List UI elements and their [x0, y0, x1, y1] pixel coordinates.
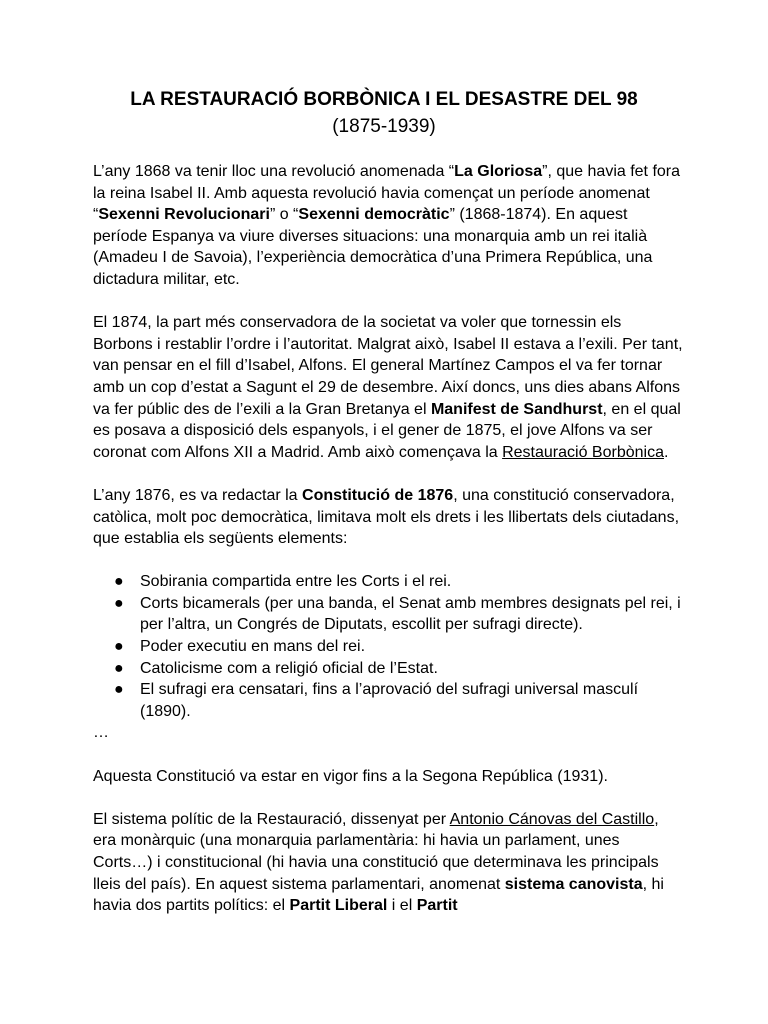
underlined-term: Restauració Borbònica [502, 443, 664, 461]
bold-term: La Gloriosa [454, 163, 543, 180]
text-run: L’any 1868 va tenir lloc una revolució anomenada “ [93, 163, 455, 180]
text-run: L’any 1876, es va redactar la [93, 486, 303, 504]
bullet-icon: ● [114, 594, 124, 612]
document-body [93, 161, 683, 938]
text-run: , hi havia dos partits polítics: el [93, 875, 664, 915]
bullet-icon: ● [114, 573, 124, 591]
paragraph-la-gloriosa [93, 161, 683, 291]
text-run: ” (1868-1874). En aquest període Espanya va viure diverses situacions: una monarquia amb un rei italià (Amadeu I de Savoia), l’experiència democràtica d’una Primera República, una dictadura militar, etc. [93, 206, 653, 288]
text-run: . [663, 443, 669, 461]
paragraph-1874 [93, 312, 683, 463]
bold-term: Manifest de Sandhurst [430, 400, 603, 418]
list-item-text: Corts bicamerals (per una banda, el Senat amb membres designats pel rei, i per l’altra, un Congrés de Diputats, escollit per sufragi directe). [140, 594, 681, 634]
paragraph-vigencia: Aquesta Constitució va estar en vigor fins a la Segona República (1931). [93, 767, 608, 785]
bold-term: Constitució de 1876 [302, 486, 454, 504]
text-run: El 1874, la part més conservadora de la societat va voler que tornessin els Borbons i restablir l’ordre i l’autoritat. Malgrat això, Isabel II estava a l’exili. Per tant, van pensar en el fill d’Isabel, Alfons. El general Martínez Campos el va fer tornar amb un cop d’estat a Sagunt el 29 de desembre. Així doncs, uns dies abans Alfons va fer públic des de l’exili a la Gran Bretanya el [93, 314, 683, 418]
bold-term: Sexenni democràtic [298, 206, 450, 224]
list-item [114, 571, 683, 593]
bold-term: Sexenni Revolucionari [98, 206, 270, 224]
bullet-icon: ● [114, 659, 124, 677]
text-run: ” o “ [269, 206, 299, 224]
bullet-icon: ● [114, 681, 124, 699]
text-run: , una constitució conservadora, catòlica, molt poc democràtica, limitava molt els drets i les llibertats dels ciutadans, que establia els següents elements: [93, 486, 680, 548]
list-item [114, 593, 683, 636]
list-item-text: El sufragi era censatari, fins a l’aprovació del sufragi universal masculí (1890). [140, 681, 639, 720]
text-run: , en el qual es posava a disposició dels espanyols, i el gener de 1875, el jove Alfons va ser coronat com Alfons XII a Madrid. Amb això començava la [93, 400, 681, 461]
text-run: ”, que havia fet fora la reina Isabel II. Amb aquesta revolució havia començat un període anomenat “ [93, 163, 681, 224]
list-item [114, 636, 683, 658]
text-run: El sistema polític de la Restauració, dissenyat per [93, 810, 450, 828]
list-item-text: Catolicisme com a religió oficial de l’Estat. [140, 659, 438, 677]
text-run: i el [387, 897, 417, 915]
paragraph-sistema-canovista [93, 809, 683, 917]
list-item [114, 679, 683, 722]
bold-term: Partit [416, 897, 458, 915]
bold-term: sistema canovista [504, 875, 643, 893]
document-subtitle: (1875-1939) [332, 116, 436, 137]
paragraph-constitucio-1876 [93, 485, 683, 550]
ellipsis-mark: … [93, 724, 109, 742]
text-run: , era monàrquic (una monarquia parlamentària: hi havia un parlament, unes Corts…) i constitucional (hi havia una constitució que determinava les principals lleis del país). En aquest sistema parlamentari, anomenat [93, 810, 659, 893]
list-item-text: Poder executiu en mans del rei. [140, 638, 366, 656]
underlined-term: Antonio Cánovas del Castillo [449, 810, 655, 828]
document-title: LA RESTAURACIÓ BORBÒNICA I EL DESASTRE DEL 98 [130, 89, 638, 110]
constitution-elements-list [93, 571, 683, 722]
bullet-icon: ● [114, 638, 124, 656]
list-item-text: Sobirania compartida entre les Corts i el rei. [140, 573, 452, 591]
list-item [114, 658, 683, 680]
bold-term: Partit Liberal [289, 897, 388, 915]
